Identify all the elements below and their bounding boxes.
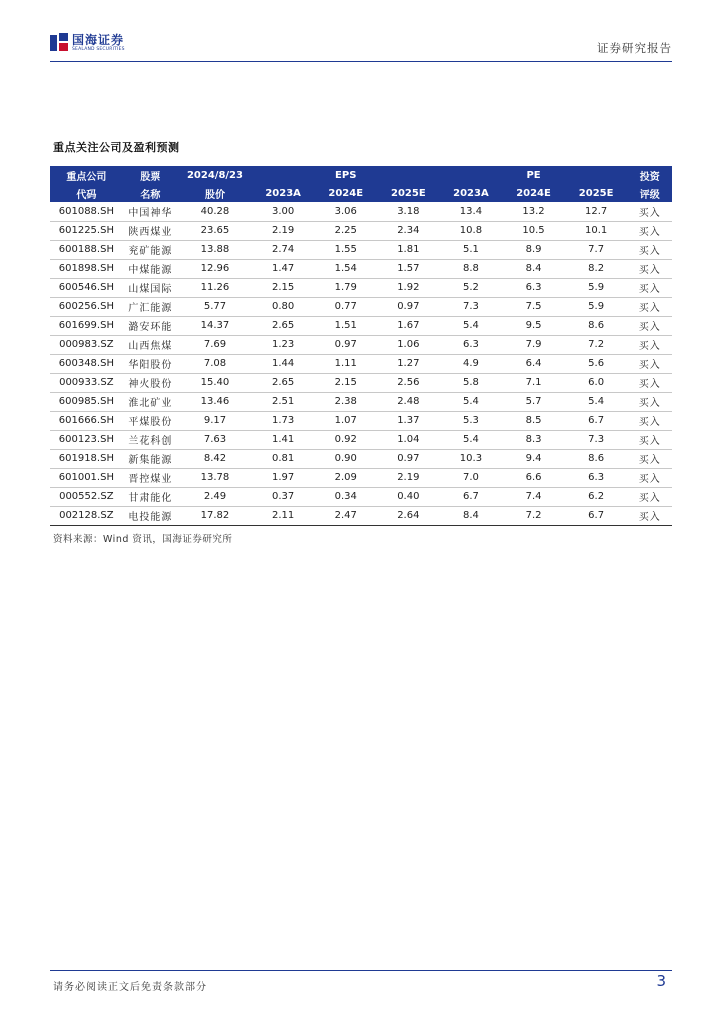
table-header-row-1 xyxy=(50,166,672,184)
page-header xyxy=(50,28,672,60)
stock-code: 601001.SH xyxy=(50,468,123,487)
eps-2023a: 0.81 xyxy=(252,449,315,468)
stock-code: 600985.SH xyxy=(50,392,123,411)
stock-name: 山煤国际 xyxy=(123,278,178,297)
eps-2024e: 1.79 xyxy=(314,278,377,297)
stock-name: 神火股份 xyxy=(123,373,178,392)
table-body xyxy=(50,202,672,525)
stock-price: 11.26 xyxy=(178,278,252,297)
eps-2025e: 2.56 xyxy=(377,373,440,392)
header-eps-2023a: 2023A xyxy=(252,184,315,202)
eps-2023a: 2.11 xyxy=(252,506,315,525)
eps-2024e: 1.54 xyxy=(314,259,377,278)
pe-2025e: 5.9 xyxy=(565,278,628,297)
pe-2024e: 8.4 xyxy=(502,259,565,278)
stock-code: 600123.SH xyxy=(50,430,123,449)
pe-2023a: 6.3 xyxy=(440,335,503,354)
eps-2023a: 1.73 xyxy=(252,411,315,430)
eps-2023a: 1.41 xyxy=(252,430,315,449)
eps-2023a: 2.19 xyxy=(252,221,315,240)
header-eps-2025e: 2025E xyxy=(377,184,440,202)
eps-2025e: 1.27 xyxy=(377,354,440,373)
eps-2024e: 0.90 xyxy=(314,449,377,468)
investment-rating: 买入 xyxy=(627,392,672,411)
header-divider xyxy=(50,61,672,62)
eps-2025e: 1.92 xyxy=(377,278,440,297)
pe-2024e: 6.4 xyxy=(502,354,565,373)
table-row xyxy=(50,506,672,525)
eps-2024e: 0.77 xyxy=(314,297,377,316)
investment-rating: 买入 xyxy=(627,240,672,259)
eps-2025e: 0.97 xyxy=(377,297,440,316)
stock-name: 潞安环能 xyxy=(123,316,178,335)
stock-price: 13.46 xyxy=(178,392,252,411)
eps-2024e: 0.92 xyxy=(314,430,377,449)
stock-name: 华阳股份 xyxy=(123,354,178,373)
stock-price: 8.42 xyxy=(178,449,252,468)
pe-2025e: 8.6 xyxy=(565,449,628,468)
pe-2024e: 7.4 xyxy=(502,487,565,506)
stock-price: 14.37 xyxy=(178,316,252,335)
disclaimer-note: 请务必阅读正文后免责条款部分 xyxy=(53,982,207,993)
eps-2023a: 3.00 xyxy=(252,202,315,221)
pe-2024e: 8.5 xyxy=(502,411,565,430)
stock-name: 平煤股份 xyxy=(123,411,178,430)
stock-name: 甘肃能化 xyxy=(123,487,178,506)
eps-2025e: 1.04 xyxy=(377,430,440,449)
investment-rating: 买入 xyxy=(627,316,672,335)
stock-code: 601898.SH xyxy=(50,259,123,278)
eps-2024e: 1.55 xyxy=(314,240,377,259)
eps-2024e: 2.15 xyxy=(314,373,377,392)
stock-price: 7.08 xyxy=(178,354,252,373)
pe-2023a: 8.4 xyxy=(440,506,503,525)
eps-2023a: 1.44 xyxy=(252,354,315,373)
earnings-forecast-table xyxy=(50,166,672,526)
eps-2025e: 2.19 xyxy=(377,468,440,487)
pe-2025e: 6.7 xyxy=(565,506,628,525)
table-header-row-2 xyxy=(50,184,672,202)
stock-name: 淮北矿业 xyxy=(123,392,178,411)
pe-2025e: 7.7 xyxy=(565,240,628,259)
eps-2025e: 2.64 xyxy=(377,506,440,525)
header-rating: 投资 xyxy=(627,166,672,184)
investment-rating: 买入 xyxy=(627,411,672,430)
section-title: 重点关注公司及盈利预测 xyxy=(53,141,180,154)
table-row xyxy=(50,240,672,259)
stock-name: 晋控煤业 xyxy=(123,468,178,487)
table-row xyxy=(50,297,672,316)
eps-2023a: 2.74 xyxy=(252,240,315,259)
table-row xyxy=(50,335,672,354)
header-pe-2025e: 2025E xyxy=(565,184,628,202)
pe-2025e: 5.4 xyxy=(565,392,628,411)
eps-2024e: 1.11 xyxy=(314,354,377,373)
pe-2023a: 13.4 xyxy=(440,202,503,221)
header-pe-2024e: 2024E xyxy=(502,184,565,202)
investment-rating: 买入 xyxy=(627,354,672,373)
stock-code: 600256.SH xyxy=(50,297,123,316)
eps-2023a: 0.80 xyxy=(252,297,315,316)
investment-rating: 买入 xyxy=(627,373,672,392)
pe-2024e: 8.3 xyxy=(502,430,565,449)
eps-2025e: 3.18 xyxy=(377,202,440,221)
pe-2023a: 6.7 xyxy=(440,487,503,506)
stock-price: 7.69 xyxy=(178,335,252,354)
stock-code: 601225.SH xyxy=(50,221,123,240)
table-row xyxy=(50,392,672,411)
eps-2023a: 2.65 xyxy=(252,316,315,335)
eps-2024e: 3.06 xyxy=(314,202,377,221)
data-source-note: 资料来源：Wind 资讯，国海证券研究所 xyxy=(53,534,233,545)
pe-2023a: 5.8 xyxy=(440,373,503,392)
eps-2025e: 1.67 xyxy=(377,316,440,335)
stock-price: 5.77 xyxy=(178,297,252,316)
stock-price: 13.88 xyxy=(178,240,252,259)
header-eps-2024e: 2024E xyxy=(314,184,377,202)
investment-rating: 买入 xyxy=(627,297,672,316)
eps-2025e: 1.57 xyxy=(377,259,440,278)
pe-2024e: 9.4 xyxy=(502,449,565,468)
logo-chinese-name: 国海证券 xyxy=(72,32,125,47)
header-name-2: 名称 xyxy=(123,184,178,202)
page-number: 3 xyxy=(656,972,666,990)
table-row xyxy=(50,259,672,278)
eps-2023a: 1.97 xyxy=(252,468,315,487)
table-row xyxy=(50,278,672,297)
footer-divider xyxy=(50,970,672,971)
table-row xyxy=(50,221,672,240)
investment-rating: 买入 xyxy=(627,506,672,525)
stock-name: 兰花科创 xyxy=(123,430,178,449)
investment-rating: 买入 xyxy=(627,487,672,506)
eps-2024e: 2.09 xyxy=(314,468,377,487)
pe-2023a: 10.3 xyxy=(440,449,503,468)
pe-2024e: 6.6 xyxy=(502,468,565,487)
eps-2023a: 2.51 xyxy=(252,392,315,411)
pe-2024e: 7.5 xyxy=(502,297,565,316)
stock-code: 002128.SZ xyxy=(50,506,123,525)
table-row xyxy=(50,468,672,487)
stock-code: 600188.SH xyxy=(50,240,123,259)
investment-rating: 买入 xyxy=(627,259,672,278)
stock-price: 13.78 xyxy=(178,468,252,487)
header-code-2: 代码 xyxy=(50,184,123,202)
pe-2025e: 6.0 xyxy=(565,373,628,392)
pe-2023a: 5.4 xyxy=(440,392,503,411)
stock-code: 000983.SZ xyxy=(50,335,123,354)
stock-price: 7.63 xyxy=(178,430,252,449)
pe-2025e: 6.3 xyxy=(565,468,628,487)
eps-2025e: 1.81 xyxy=(377,240,440,259)
eps-2025e: 2.34 xyxy=(377,221,440,240)
stock-name: 中国神华 xyxy=(123,202,178,221)
pe-2023a: 5.2 xyxy=(440,278,503,297)
logo-english-name: SEALAND SECURITIES xyxy=(72,46,125,52)
table-row xyxy=(50,487,672,506)
header-rating-2: 评级 xyxy=(627,184,672,202)
investment-rating: 买入 xyxy=(627,221,672,240)
investment-rating: 买入 xyxy=(627,468,672,487)
stock-name: 兖矿能源 xyxy=(123,240,178,259)
stock-code: 600546.SH xyxy=(50,278,123,297)
pe-2025e: 8.6 xyxy=(565,316,628,335)
header-price-date: 2024/8/23 xyxy=(178,166,252,184)
logo-icon xyxy=(50,33,68,53)
pe-2025e: 8.2 xyxy=(565,259,628,278)
pe-2024e: 10.5 xyxy=(502,221,565,240)
header-pe-2023a: 2023A xyxy=(440,184,503,202)
stock-price: 9.17 xyxy=(178,411,252,430)
stock-price: 40.28 xyxy=(178,202,252,221)
eps-2023a: 1.47 xyxy=(252,259,315,278)
eps-2024e: 0.34 xyxy=(314,487,377,506)
stock-code: 601918.SH xyxy=(50,449,123,468)
pe-2023a: 7.3 xyxy=(440,297,503,316)
table-row xyxy=(50,354,672,373)
company-logo xyxy=(50,32,125,54)
table-row xyxy=(50,430,672,449)
table-row xyxy=(50,411,672,430)
stock-name: 陕西煤业 xyxy=(123,221,178,240)
stock-code: 000933.SZ xyxy=(50,373,123,392)
pe-2023a: 8.8 xyxy=(440,259,503,278)
pe-2024e: 8.9 xyxy=(502,240,565,259)
eps-2024e: 2.47 xyxy=(314,506,377,525)
header-pe: PE xyxy=(502,166,565,184)
investment-rating: 买入 xyxy=(627,278,672,297)
eps-2024e: 2.38 xyxy=(314,392,377,411)
pe-2025e: 10.1 xyxy=(565,221,628,240)
pe-2024e: 7.9 xyxy=(502,335,565,354)
eps-2025e: 2.48 xyxy=(377,392,440,411)
header-price: 股价 xyxy=(178,184,252,202)
eps-2023a: 2.15 xyxy=(252,278,315,297)
pe-2025e: 5.9 xyxy=(565,297,628,316)
pe-2024e: 9.5 xyxy=(502,316,565,335)
table-row xyxy=(50,373,672,392)
investment-rating: 买入 xyxy=(627,202,672,221)
pe-2023a: 5.4 xyxy=(440,316,503,335)
report-type-label: 证券研究报告 xyxy=(597,41,672,55)
pe-2024e: 13.2 xyxy=(502,202,565,221)
eps-2023a: 1.23 xyxy=(252,335,315,354)
stock-price: 17.82 xyxy=(178,506,252,525)
pe-2025e: 5.6 xyxy=(565,354,628,373)
pe-2025e: 7.3 xyxy=(565,430,628,449)
pe-2024e: 5.7 xyxy=(502,392,565,411)
stock-name: 广汇能源 xyxy=(123,297,178,316)
pe-2025e: 6.7 xyxy=(565,411,628,430)
pe-2023a: 4.9 xyxy=(440,354,503,373)
stock-price: 23.65 xyxy=(178,221,252,240)
pe-2023a: 5.3 xyxy=(440,411,503,430)
pe-2024e: 6.3 xyxy=(502,278,565,297)
header-code: 重点公司 xyxy=(50,166,123,184)
eps-2025e: 0.97 xyxy=(377,449,440,468)
stock-price: 12.96 xyxy=(178,259,252,278)
stock-price: 15.40 xyxy=(178,373,252,392)
pe-2023a: 7.0 xyxy=(440,468,503,487)
header-eps: EPS xyxy=(314,166,377,184)
investment-rating: 买入 xyxy=(627,449,672,468)
stock-price: 2.49 xyxy=(178,487,252,506)
stock-name: 山西焦煤 xyxy=(123,335,178,354)
stock-code: 600348.SH xyxy=(50,354,123,373)
investment-rating: 买入 xyxy=(627,335,672,354)
eps-2024e: 0.97 xyxy=(314,335,377,354)
pe-2025e: 7.2 xyxy=(565,335,628,354)
pe-2025e: 12.7 xyxy=(565,202,628,221)
table-row xyxy=(50,449,672,468)
eps-2024e: 1.07 xyxy=(314,411,377,430)
eps-2025e: 1.37 xyxy=(377,411,440,430)
eps-2025e: 1.06 xyxy=(377,335,440,354)
stock-code: 000552.SZ xyxy=(50,487,123,506)
pe-2024e: 7.2 xyxy=(502,506,565,525)
pe-2023a: 5.4 xyxy=(440,430,503,449)
pe-2025e: 6.2 xyxy=(565,487,628,506)
eps-2023a: 2.65 xyxy=(252,373,315,392)
pe-2024e: 7.1 xyxy=(502,373,565,392)
stock-code: 601699.SH xyxy=(50,316,123,335)
stock-code: 601666.SH xyxy=(50,411,123,430)
eps-2024e: 2.25 xyxy=(314,221,377,240)
eps-2023a: 0.37 xyxy=(252,487,315,506)
table-row xyxy=(50,316,672,335)
stock-name: 电投能源 xyxy=(123,506,178,525)
table-row xyxy=(50,202,672,221)
header-name: 股票 xyxy=(123,166,178,184)
stock-code: 601088.SH xyxy=(50,202,123,221)
pe-2023a: 5.1 xyxy=(440,240,503,259)
eps-2025e: 0.40 xyxy=(377,487,440,506)
investment-rating: 买入 xyxy=(627,430,672,449)
stock-name: 新集能源 xyxy=(123,449,178,468)
eps-2024e: 1.51 xyxy=(314,316,377,335)
pe-2023a: 10.8 xyxy=(440,221,503,240)
stock-name: 中煤能源 xyxy=(123,259,178,278)
